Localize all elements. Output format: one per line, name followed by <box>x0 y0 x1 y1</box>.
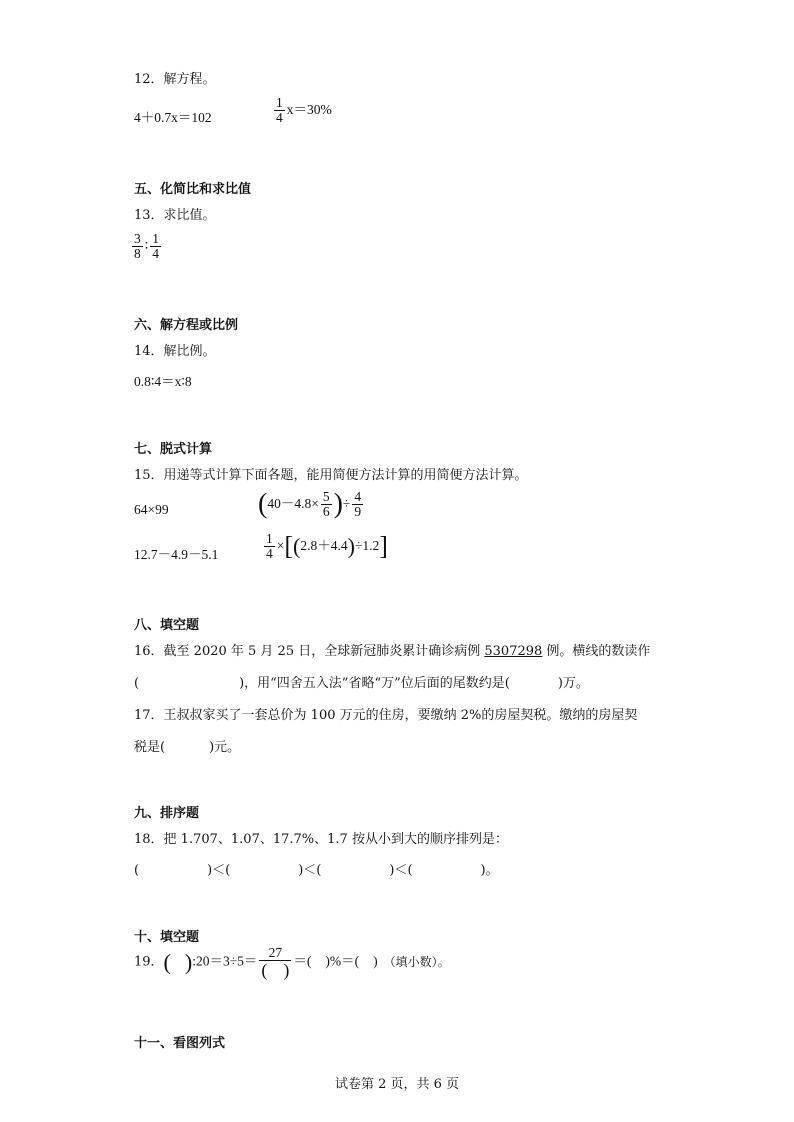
q18-label: 18．把 1.707、1.07、17.7%、1.7 按从小到大的顺序排列是： <box>134 832 508 847</box>
q12-label: 12．解方程。 <box>134 72 216 87</box>
q15-label: 15．用递等式计算下面各题，能用简便方法计算的用简便方法计算。 <box>134 468 528 483</box>
q14-equation: 0.8∶4＝x∶8 <box>134 374 192 389</box>
q15-expression-3: 12.7－4.9－5.1 <box>134 547 219 562</box>
q12-equation-2: $\frac{1}{4}$ x＝30% <box>276 95 332 126</box>
q16-line-1: 16．截至 2020 年 5 月 25 日，全球新冠肺炎累计确诊病例 5307298 例。横线的数读作 <box>134 644 651 659</box>
section-title-11: 十一、看图列式 <box>134 1036 226 1051</box>
fraction: $\frac{5}{6}$ <box>322 489 330 520</box>
q13-expression: $\frac{3}{8}$ ∶ $\frac{1}{4}$ <box>134 231 160 262</box>
q14-label: 14．解比例。 <box>134 344 216 359</box>
underlined-number: 5307298 <box>484 644 543 659</box>
fraction: $\frac{27}{( )}$ <box>261 945 290 981</box>
q13-label: 13．求比值。 <box>134 208 216 223</box>
q16-line-2: ( )，用“四舍五入法”省略“万”位后面的尾数约是( )万。 <box>134 676 589 691</box>
q12-equation-1: 4＋0.7x＝102 <box>134 110 212 125</box>
q19-expression: 19．( ):20＝3÷5＝ $\frac{27}{( )}$ ＝( )%＝( ) （填小数）。 <box>134 945 450 981</box>
fraction: $\frac{1}{4}$ <box>276 95 283 126</box>
q18-answer-line: ( )＜( )＜( )＜( )。 <box>134 863 499 878</box>
fraction: $\frac{4}{9}$ <box>354 489 362 520</box>
fraction: $\frac{3}{8}$ <box>134 231 141 262</box>
section-title-8: 八、填空题 <box>134 618 200 633</box>
q15-expression-2: (40－4.8× $\frac{5}{6}$ )÷ $\frac{4}{9}$ <box>258 488 362 520</box>
section-title-7: 七、脱式计算 <box>134 442 213 457</box>
q17-line-2: 税是( )元。 <box>134 740 241 755</box>
section-title-10: 十、填空题 <box>134 930 200 945</box>
q15-expression-4: $\frac{1}{4}$ ×[(2.8＋4.4)÷1.2] <box>266 531 388 562</box>
section-title-6: 六、解方程或比例 <box>134 318 239 333</box>
section-title-5: 五、化简比和求比值 <box>134 182 252 197</box>
q15-expression-1: 64×99 <box>134 502 169 517</box>
fraction: $\frac{1}{4}$ <box>266 531 273 562</box>
fraction: $\frac{1}{4}$ <box>152 231 160 262</box>
page-footer: 试卷第 2 页，共 6 页 <box>334 1077 460 1092</box>
q17-line-1: 17．王叔叔家买了一套总价为 100 万元的住房，要缴纳 2%的房屋契税。缴纳的房屋契 <box>134 708 638 723</box>
section-title-9: 九、排序题 <box>134 806 200 821</box>
